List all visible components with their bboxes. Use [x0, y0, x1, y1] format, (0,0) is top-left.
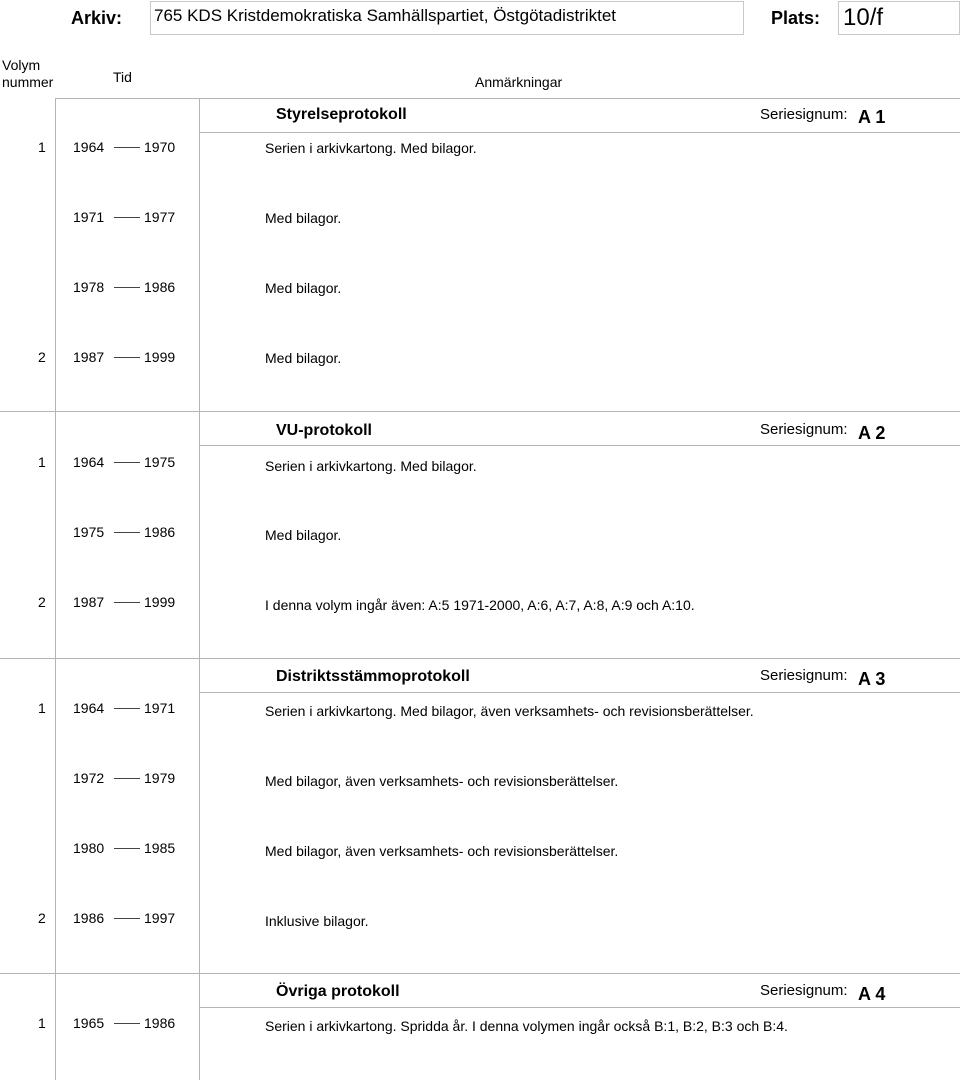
volume-number: 1 — [38, 139, 46, 155]
remark: Med bilagor. — [265, 210, 342, 226]
remark: Serien i arkivkartong. Spridda år. I denna volymen ingår också B:1, B:2, B:3 och B:4. — [265, 1018, 788, 1034]
column-heading-tid: Tid — [113, 69, 132, 85]
arkiv-field — [150, 1, 744, 35]
series-title: VU-protokoll — [276, 422, 372, 439]
year-from: 1980 — [73, 840, 105, 856]
remark: Med bilagor. — [265, 350, 342, 366]
remark: Serien i arkivkartong. Med bilagor. — [265, 140, 477, 156]
header-rule — [55, 98, 960, 99]
year-to: 1985 — [144, 840, 176, 856]
year-from: 1964 — [73, 139, 105, 155]
section-title-rule-1 — [199, 132, 960, 133]
column-heading-volym-line1: Volym — [2, 57, 41, 73]
year-to: 1970 — [144, 139, 176, 155]
year-to: 1999 — [144, 349, 176, 365]
time-column-divider — [199, 98, 200, 1080]
section-title-rule-4 — [199, 1007, 960, 1008]
year-to: 1986 — [144, 524, 176, 540]
plats-value: 10/f — [843, 4, 884, 31]
year-from: 1971 — [73, 209, 105, 225]
volume-number: 2 — [38, 594, 46, 610]
volume-number: 1 — [38, 700, 46, 716]
remark: Med bilagor, även verksamhets- och revisionsberättelser. — [265, 843, 619, 859]
year-to: 1986 — [144, 279, 176, 295]
range-dash — [114, 462, 140, 463]
column-heading-anmarkningar: Anmärkningar — [475, 74, 563, 90]
series-signum-label: Seriesignum: — [760, 982, 848, 999]
series-title: Styrelseprotokoll — [276, 106, 407, 123]
range-dash — [114, 217, 140, 218]
series-title: Distriktsstämmoprotokoll — [276, 668, 470, 685]
remark: Serien i arkivkartong. Med bilagor, även verksamhets- och revisionsberättelser. — [265, 703, 754, 719]
year-from: 1987 — [73, 594, 105, 610]
remark: Med bilagor. — [265, 280, 342, 296]
year-to: 1999 — [144, 594, 176, 610]
year-from: 1986 — [73, 910, 105, 926]
remark: Med bilagor, även verksamhets- och revisionsberättelser. — [265, 773, 619, 789]
series-signum-label: Seriesignum: — [760, 421, 848, 438]
series-title: Övriga protokoll — [276, 983, 400, 1000]
series-signum-label: Seriesignum: — [760, 667, 848, 684]
remark: Med bilagor. — [265, 527, 342, 543]
column-heading-volym-line2: nummer — [2, 74, 54, 90]
year-to: 1977 — [144, 209, 176, 225]
section-divider-1 — [0, 411, 960, 412]
range-dash — [114, 602, 140, 603]
plats-label: Plats: — [771, 8, 821, 28]
range-dash — [114, 532, 140, 533]
volume-number: 2 — [38, 349, 46, 365]
range-dash — [114, 287, 140, 288]
volume-number: 1 — [38, 1015, 46, 1031]
range-dash — [114, 918, 140, 919]
range-dash — [114, 357, 140, 358]
volume-number: 2 — [38, 910, 46, 926]
year-to: 1975 — [144, 454, 176, 470]
year-from: 1972 — [73, 770, 105, 786]
year-from: 1978 — [73, 279, 105, 295]
series-signum-value: A 2 — [858, 423, 886, 443]
series-signum-value: A 3 — [858, 669, 886, 689]
arkiv-label: Arkiv: — [71, 8, 123, 28]
year-to: 1997 — [144, 910, 176, 926]
section-title-rule-3 — [199, 692, 960, 693]
section-divider-2 — [0, 658, 960, 659]
range-dash — [114, 778, 140, 779]
arkiv-value: 765 KDS Kristdemokratiska Samhällspartiet, Östgötadistriktet — [154, 6, 617, 25]
year-from: 1965 — [73, 1015, 105, 1031]
plats-field — [838, 1, 960, 35]
series-signum-label: Seriesignum: — [760, 106, 848, 123]
year-to: 1971 — [144, 700, 176, 716]
section-divider-3 — [0, 973, 960, 974]
column-heading-volym — [2, 57, 53, 91]
year-from: 1975 — [73, 524, 105, 540]
year-from: 1964 — [73, 700, 105, 716]
range-dash — [114, 848, 140, 849]
series-signum-value: A 1 — [858, 107, 886, 127]
volume-number: 1 — [38, 454, 46, 470]
series-signum-value: A 4 — [858, 984, 886, 1004]
year-from: 1987 — [73, 349, 105, 365]
remark: I denna volym ingår även: A:5 1971-2000, A:6, A:7, A:8, A:9 och A:10. — [265, 597, 695, 613]
remark: Inklusive bilagor. — [265, 913, 369, 929]
section-title-rule-2 — [199, 445, 960, 446]
range-dash — [114, 708, 140, 709]
volume-column-divider — [55, 98, 56, 1080]
year-to: 1979 — [144, 770, 176, 786]
range-dash — [114, 147, 140, 148]
remark: Serien i arkivkartong. Med bilagor. — [265, 458, 477, 474]
range-dash — [114, 1023, 140, 1024]
year-from: 1964 — [73, 454, 105, 470]
year-to: 1986 — [144, 1015, 176, 1031]
